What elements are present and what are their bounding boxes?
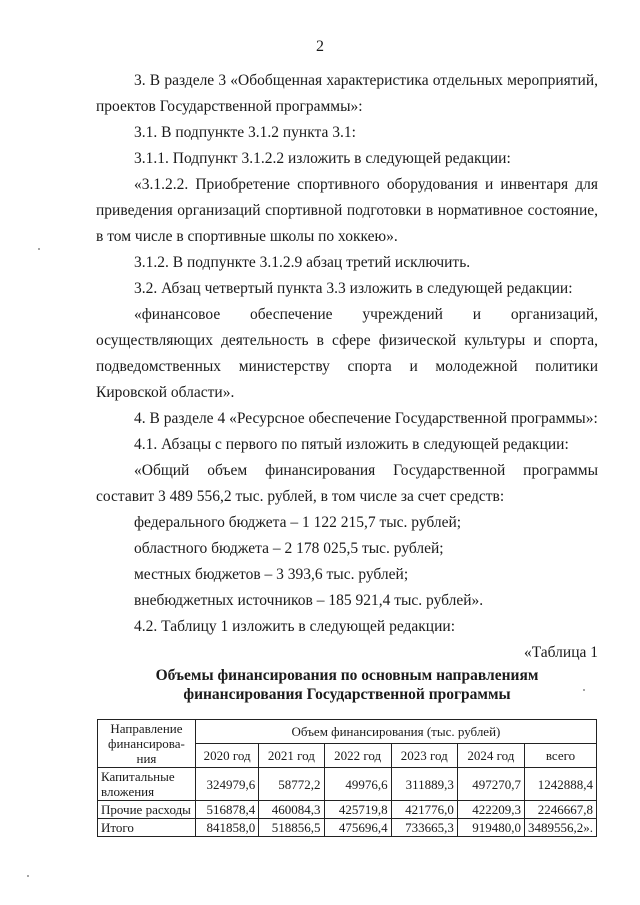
table-cell: 425719,8: [324, 801, 391, 819]
table-cell: 841858,0: [195, 819, 258, 837]
column-header: 2024 год: [457, 744, 524, 768]
paragraph-total-volume: «Общий объем финансирования Государственной программы составит 3 489 556,2 тыс. рублей, в том числе за счет средств:: [96, 462, 598, 505]
table-cell: 919480,0: [457, 819, 524, 837]
page-number: 2: [316, 38, 324, 55]
table-cell: 422209,3: [457, 801, 524, 819]
scan-speck: [583, 689, 585, 691]
paragraph-3-1-2-2-quote: «3.1.2.2. Приобретение спортивного оборудования и инвентаря для приведения организаций спортивной подготовки в нормативное состояние, в том числе в спортивные школы по хоккею».: [96, 176, 598, 245]
table-cell: 324979,6: [195, 768, 258, 801]
paragraph-federal-budget: федерального бюджета – 1 122 215,7 тыс. рублей;: [134, 514, 462, 531]
row-header-cell: Направление финансирова-ния: [98, 720, 196, 768]
table-title: Объемы финансирования по основным направлениям финансирования Государственной программы: [155, 667, 539, 703]
paragraph-financing-quote: «финансовое обеспечение учреждений и организаций, осуществляющих деятельность в сфере физической культуры и спорта, подведомственных министерству спорта и молодежной политики Кировской области».: [96, 306, 598, 401]
row-label: Прочие расходы: [98, 801, 196, 819]
table-row: [98, 819, 597, 837]
table-cell: 475696,4: [324, 819, 391, 837]
paragraph-3-1-2: 3.1.2. В подпункте 3.1.2.9 абзац третий исключить.: [134, 254, 471, 271]
table-cell: 2246667,8: [524, 801, 596, 819]
scan-speck: [27, 875, 29, 877]
group-header-cell: Объем финансирования (тыс. рублей): [195, 720, 596, 744]
paragraph-3-1-1: 3.1.1. Подпункт 3.1.2.2 изложить в следующей редакции:: [134, 150, 511, 167]
body-text: [96, 68, 598, 666]
paragraph-extrabudgetary: внебюджетных источников – 185 921,4 тыс. рублей».: [134, 592, 484, 609]
paragraph-local-budgets: местных бюджетов – 3 393,6 тыс. рублей;: [134, 566, 409, 583]
table-cell: 3489556,2».: [524, 819, 596, 837]
column-header: 2022 год: [324, 744, 391, 768]
table-cell: 1242888,4: [524, 768, 596, 801]
row-label: Капитальные вложения: [98, 768, 196, 801]
table-cell: 421776,0: [391, 801, 457, 819]
table-row: [98, 801, 597, 819]
row-label: Итого: [98, 819, 196, 837]
column-header: всего: [524, 744, 596, 768]
table-cell: 518856,5: [259, 819, 324, 837]
table-cell: 460084,3: [259, 801, 324, 819]
table-cell: 49976,6: [324, 768, 391, 801]
table-cell: 497270,7: [457, 768, 524, 801]
paragraph-4-2: 4.2. Таблицу 1 изложить в следующей редакции:: [134, 618, 455, 635]
paragraph-4-1: 4.1. Абзацы с первого по пятый изложить в следующей редакции:: [134, 436, 569, 453]
table-cell: 311889,3: [391, 768, 457, 801]
paragraph-3-1: 3.1. В подпункте 3.1.2 пункта 3.1:: [134, 124, 356, 141]
scan-speck: [38, 248, 40, 250]
table-cell: 733665,3: [391, 819, 457, 837]
column-header: 2020 год: [195, 744, 258, 768]
table-caption-number: «Таблица 1: [523, 644, 598, 661]
table-row: [98, 768, 597, 801]
paragraph-section-3: 3. В разделе 3 «Обобщенная характеристика отдельных мероприятий, проектов Государственной программы»:: [96, 72, 598, 115]
paragraph-3-2: 3.2. Абзац четвертый пункта 3.3 изложить в следующей редакции:: [134, 280, 573, 297]
table-cell: 516878,4: [195, 801, 258, 819]
table-cell: 58772,2: [259, 768, 324, 801]
paragraph-regional-budget: областного бюджета – 2 178 025,5 тыс. рублей;: [134, 540, 444, 557]
column-header: 2021 год: [259, 744, 324, 768]
column-header: 2023 год: [391, 744, 457, 768]
financing-table: [97, 719, 597, 837]
paragraph-section-4: 4. В разделе 4 «Ресурсное обеспечение Государственной программы»:: [134, 410, 598, 427]
